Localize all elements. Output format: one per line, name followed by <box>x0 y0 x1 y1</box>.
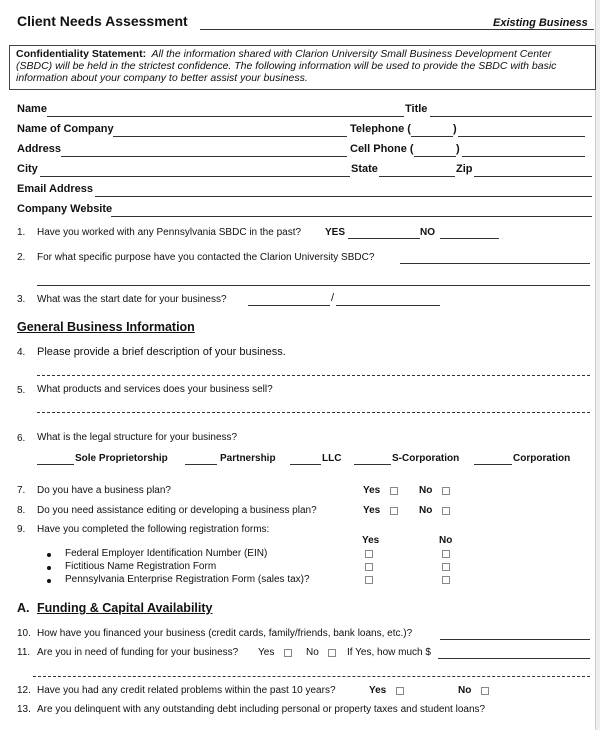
label-cell: Cell Phone ( <box>350 143 414 155</box>
q7-text: Do you have a business plan? <box>37 485 171 496</box>
confidentiality-label: Confidentiality Statement: <box>16 48 147 60</box>
confidentiality-box <box>9 45 596 90</box>
q11-yes-checkbox[interactable] <box>284 649 292 657</box>
q11-amount-field[interactable] <box>438 658 590 659</box>
q6-num: 6. <box>17 433 26 444</box>
q9-yes-header: Yes <box>362 535 380 546</box>
q13-num: 13. <box>17 704 31 715</box>
section-funding: Funding & Capital Availability <box>37 601 213 615</box>
section-general: General Business Information <box>17 320 195 334</box>
q1-no-label: NO <box>420 227 435 238</box>
q3-text: What was the start date for your business? <box>37 294 227 305</box>
struct-scorp-field[interactable] <box>354 464 391 465</box>
q7-yes-checkbox[interactable] <box>390 487 398 495</box>
label-zip: Zip <box>456 163 473 175</box>
q8-text: Do you need assistance editing or developing a business plan? <box>37 505 317 516</box>
form-pa-enterprise: Pennsylvania Enterprise Registration Form (sales tax)? <box>65 574 310 585</box>
q11-field-2[interactable] <box>33 676 590 677</box>
struct-scorp: S-Corporation <box>392 453 460 464</box>
form-ein-yes-checkbox[interactable] <box>365 550 373 558</box>
struct-partnership-field[interactable] <box>185 464 217 465</box>
bullet <box>47 553 51 557</box>
q11-amount-label: If Yes, how much $ <box>347 647 431 658</box>
q5-num: 5. <box>17 385 26 396</box>
field-address[interactable] <box>61 156 347 157</box>
form-fictitious: Fictitious Name Registration Form <box>65 561 217 572</box>
field-name[interactable] <box>47 116 404 117</box>
q7-no-label: No <box>419 485 433 496</box>
field-cell-area[interactable] <box>414 156 456 157</box>
label-name: Name <box>17 103 47 115</box>
q7-yes-label: Yes <box>363 485 381 496</box>
q12-num: 12. <box>17 685 31 696</box>
q10-text: How have you financed your business (credit cards, family/friends, bank loans, etc.)? <box>37 628 413 639</box>
q2-field[interactable] <box>400 263 590 264</box>
header-right: Existing Business <box>493 17 588 29</box>
label-state: State <box>351 163 378 175</box>
confidentiality-text: All the information shared with Clarion University Small Business Development Center (SBDC) will be held in the strictest confidence. The following information will be used to provide the SBDC with basic information about your company to better assist your business. <box>16 48 557 84</box>
q11-text: Are you in need of funding for your business? <box>37 647 239 658</box>
q5-text: What products and services does your business sell? <box>37 384 273 395</box>
q2-num: 2. <box>17 252 26 263</box>
form-ein: Federal Employer Identification Number (EIN) <box>65 548 268 559</box>
form-ein-no-checkbox[interactable] <box>442 550 450 558</box>
q9-text: Have you completed the following registration forms: <box>37 524 270 535</box>
struct-partnership: Partnership <box>220 453 276 464</box>
q3-field-year[interactable] <box>336 305 440 306</box>
field-state[interactable] <box>379 176 455 177</box>
q12-yes-checkbox[interactable] <box>396 687 404 695</box>
q12-yes-label: Yes <box>369 685 387 696</box>
q4-field[interactable] <box>37 375 590 376</box>
q11-yes-label: Yes <box>258 647 275 658</box>
q4-num: 4. <box>17 347 26 358</box>
struct-sole-field[interactable] <box>37 464 74 465</box>
q9-num: 9. <box>17 524 26 535</box>
q8-yes-label: Yes <box>363 505 381 516</box>
scroll-edge <box>595 0 600 730</box>
field-city[interactable] <box>40 176 350 177</box>
field-zip[interactable] <box>474 176 592 177</box>
title-rule <box>200 29 594 30</box>
section-funding-letter: A. <box>17 601 30 615</box>
q10-field[interactable] <box>440 639 590 640</box>
field-company[interactable] <box>113 136 347 137</box>
q3-num: 3. <box>17 294 26 305</box>
field-telephone-area[interactable] <box>411 136 453 137</box>
q8-num: 8. <box>17 505 26 516</box>
q8-yes-checkbox[interactable] <box>390 507 398 515</box>
label-title: Title <box>405 103 428 115</box>
field-telephone[interactable] <box>458 136 585 137</box>
label-address: Address <box>17 143 62 155</box>
field-email[interactable] <box>95 196 592 197</box>
struct-sole: Sole Proprietorship <box>75 453 168 464</box>
form-fictitious-no-checkbox[interactable] <box>442 563 450 571</box>
q2-text: For what specific purpose have you contacted the Clarion University SBDC? <box>37 252 375 263</box>
q3-field-month[interactable] <box>248 305 330 306</box>
form-pa-yes-checkbox[interactable] <box>365 576 373 584</box>
label-website: Company Website <box>17 203 113 215</box>
q1-num: 1. <box>17 227 26 238</box>
q10-num: 10. <box>17 628 31 639</box>
page-title: Client Needs Assessment <box>17 13 188 29</box>
field-title[interactable] <box>430 116 592 117</box>
field-cell[interactable] <box>462 156 585 157</box>
q11-no-checkbox[interactable] <box>328 649 336 657</box>
q11-num: 11. <box>17 647 31 658</box>
q8-no-label: No <box>419 505 433 516</box>
struct-llc: LLC <box>322 453 342 464</box>
bullet <box>47 579 51 583</box>
q1-no-field[interactable] <box>440 238 499 239</box>
form-fictitious-yes-checkbox[interactable] <box>365 563 373 571</box>
label-city: City <box>17 163 38 175</box>
bullet <box>47 566 51 570</box>
q7-num: 7. <box>17 485 26 496</box>
q12-no-checkbox[interactable] <box>481 687 489 695</box>
label-telephone: Telephone ( <box>350 123 411 135</box>
q1-yes-label: YES <box>325 227 346 238</box>
label-company: Name of Company <box>17 123 114 135</box>
struct-corp: Corporation <box>513 453 571 464</box>
struct-llc-field[interactable] <box>290 464 321 465</box>
form-pa-no-checkbox[interactable] <box>442 576 450 584</box>
q1-text: Have you worked with any Pennsylvania SBDC in the past? <box>37 227 302 238</box>
q12-no-label: No <box>458 685 472 696</box>
q12-text: Have you had any credit related problems within the past 10 years? <box>37 685 336 696</box>
struct-corp-field[interactable] <box>474 464 512 465</box>
q1-yes-field[interactable] <box>348 238 420 239</box>
q7-no-checkbox[interactable] <box>442 487 450 495</box>
q6-text: What is the legal structure for your business? <box>37 432 238 443</box>
q9-no-header: No <box>439 535 453 546</box>
q11-no-label: No <box>306 647 319 658</box>
q5-field[interactable] <box>37 412 590 413</box>
q4-text: Please provide a brief description of your business. <box>37 346 286 358</box>
q2-field-2[interactable] <box>37 285 590 286</box>
q8-no-checkbox[interactable] <box>442 507 450 515</box>
label-email: Email Address <box>17 183 94 195</box>
field-website[interactable] <box>111 216 592 217</box>
q13-text: Are you delinquent with any outstanding debt including personal or property taxes and student loans? <box>37 704 486 715</box>
